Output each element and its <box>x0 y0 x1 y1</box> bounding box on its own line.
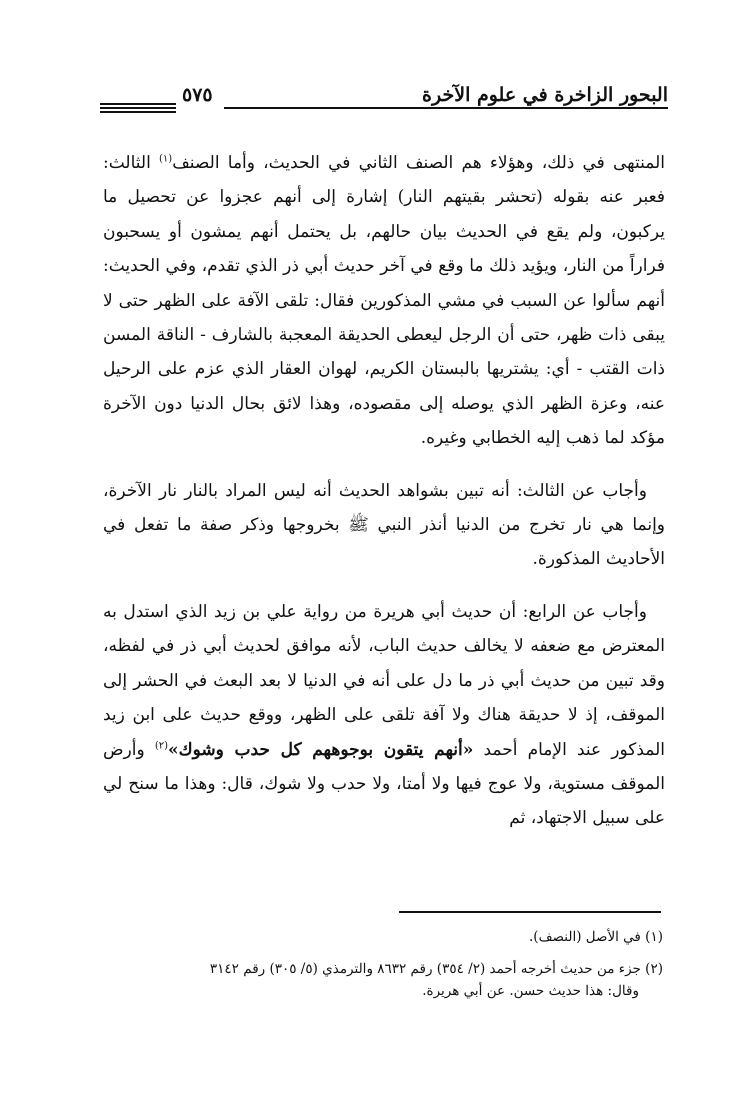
header-rule <box>224 107 668 109</box>
page-number-rule-middle <box>100 107 176 109</box>
page-number: ٥٧٥ <box>182 84 213 106</box>
paragraph-1 <box>103 146 665 456</box>
paragraph-2-text: وأجاب عن الثالث: أنه تبين بشواهد الحديث أنه ليس المراد بالنار نار الآخرة، وإنما هي نار تخرج من الدنيا أنذر النبي ﷺ بخروجها وذكر صفة ما تفعل في الأحاديث المذكورة. <box>103 480 665 570</box>
footnote-2-continuation: وقال: هذا حديث حسن. عن أبي هريرة. <box>422 983 639 999</box>
page-header <box>100 80 668 120</box>
hadith-quote: «أنهم يتقون بوجوههم كل حدب وشوك» <box>168 739 474 760</box>
main-text <box>103 146 665 836</box>
page-number-rule-top <box>100 103 176 105</box>
footnotes <box>95 926 663 1002</box>
footnote-1: (١) في الأصل (النصف). <box>529 929 663 945</box>
paragraph-3 <box>103 595 665 836</box>
paragraph-3-text: وأجاب عن الرابع: أن حديث أبي هريرة من رواية علي بن زيد الذي استدل به المعترض مع ضعفه لا يخالف حديث الباب، لأنه موافق لحديث أبي ذر في لفظه، وقد تبين من حديث أبي ذر ما دل على أنه في الدنيا لا بعد البعث في الحشر إلى الموقف، إذ لا حديقة هناك ولا آفة تلقى على الظهر، ووقع حديث على ابن زيد المذكور عند الإمام أحمد <box>103 601 665 760</box>
paragraph-2 <box>103 474 665 577</box>
footnote-separator <box>399 911 661 913</box>
footnote-ref-1: (١) <box>159 153 173 165</box>
footnote-ref-2: (٢) <box>154 739 169 751</box>
paragraph-1-text: المنتهى في ذلك، وهؤلاء هم الصنف الثاني في الحديث، وأما الصنف <box>172 153 666 173</box>
paragraph-3-text-cont: وأرض الموقف مستوية، ولا عوج فيها ولا أمتا، ولا حدب ولا شوك، قال: وهذا ما سنح لي على سبيل الاجتهاد، ثم <box>103 739 665 829</box>
footnote-2: (٢) جزء من حديث أخرجه أحمد (٢/ ٣٥٤) رقم ٨٦٣٢ والترمذي (٥/ ٣٠٥) رقم ٣١٤٢ <box>209 961 663 977</box>
page-number-rule-bottom <box>100 111 176 113</box>
running-title: البحور الزاخرة في علوم الآخرة <box>422 84 668 106</box>
paragraph-1-text-cont: الثالث: فعبر عنه بقوله (تحشر بقيتهم النار) إشارة إلى أنهم عجزوا عن تحصيل ما يركبون، ولم يقع في الحديث بيان حالهم، بل يحتمل أنهم يمشون أو يسحبون فراراً من النار، ويؤيد ذلك ما وقع في آخر حديث أبي ذر الذي تقدم، وفي الحديث: أنهم سألوا عن السبب في مشي المذكورين فقال: تلقى الآفة على الظهر حتى لا يبقى ذات ظهر، حتى أن الرجل ليعطى الحديقة المعجبة بالشارف - الناقة المسن ذات القتب - أي: يشتريها بالبستان الكريم، لهوان العقار الذي عزم على الرحيل عنه، وعزة الظهر الذي يوصله إلى مقصوده، وهذا لائق بحال الدنيا دون الآخرة مؤكد لما ذهب إليه الخطابي وغيره. <box>103 153 665 449</box>
